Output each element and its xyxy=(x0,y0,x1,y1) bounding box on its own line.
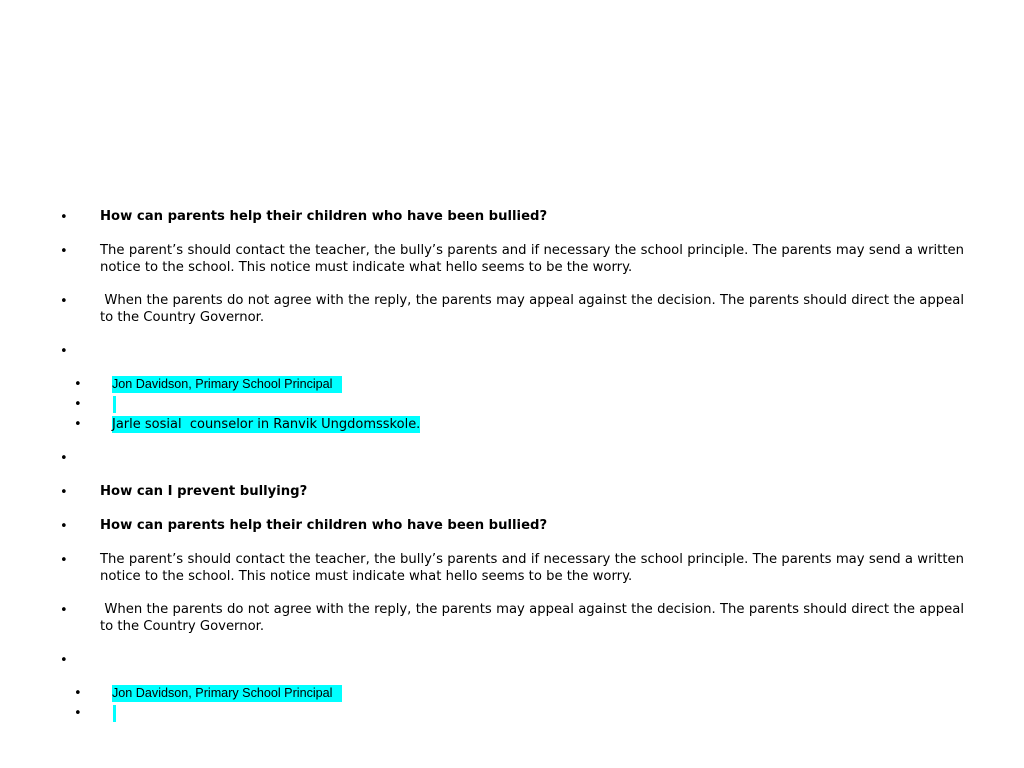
bullet-empty: • xyxy=(60,653,68,668)
sub-bullet: • xyxy=(74,377,82,392)
bullet: • xyxy=(60,485,68,500)
paragraph[interactable]: The parent’s should contact the teacher, the bully’s parents and if necessary the school principle. The parents may send a written notice to the school. This notice must indicate what hello seems to be the worry. xyxy=(100,552,969,584)
contact-highlight[interactable]: Jarle sosial counselor in Ranvik Ungdomsskole. xyxy=(112,417,421,432)
empty-highlight-caret[interactable] xyxy=(113,705,116,722)
question-heading[interactable]: How can parents help their children who have been bullied? xyxy=(100,518,548,533)
question-heading[interactable]: How can I prevent bullying? xyxy=(100,484,308,499)
bullet: • xyxy=(60,603,68,618)
contact-highlight[interactable]: Jon Davidson, Primary School Principal xyxy=(112,685,342,702)
empty-highlight-caret[interactable] xyxy=(113,396,116,413)
bullet: • xyxy=(60,244,68,259)
sub-bullet: • xyxy=(74,417,82,432)
bullet: • xyxy=(60,553,68,568)
sub-bullet: • xyxy=(74,686,82,701)
contact-highlight[interactable]: Jon Davidson, Primary School Principal xyxy=(112,376,342,393)
sub-bullet: • xyxy=(74,706,82,721)
bullet: • xyxy=(60,294,68,309)
question-heading[interactable]: How can parents help their children who have been bullied? xyxy=(100,209,548,224)
sub-bullet: • xyxy=(74,397,82,412)
bullet-empty: • xyxy=(60,344,68,359)
bullet-empty: • xyxy=(60,451,68,466)
paragraph[interactable]: When the parents do not agree with the reply, the parents may appeal against the decision. The parents should direct the appeal to the Country Governor. xyxy=(100,293,969,325)
bullet: • xyxy=(60,519,68,534)
bullet: • xyxy=(60,210,68,225)
paragraph[interactable]: The parent’s should contact the teacher, the bully’s parents and if necessary the school principle. The parents may send a written notice to the school. This notice must indicate what hello seems to be the worry. xyxy=(100,243,969,275)
paragraph[interactable]: When the parents do not agree with the reply, the parents may appeal against the decision. The parents should direct the appeal to the Country Governor. xyxy=(100,602,969,634)
